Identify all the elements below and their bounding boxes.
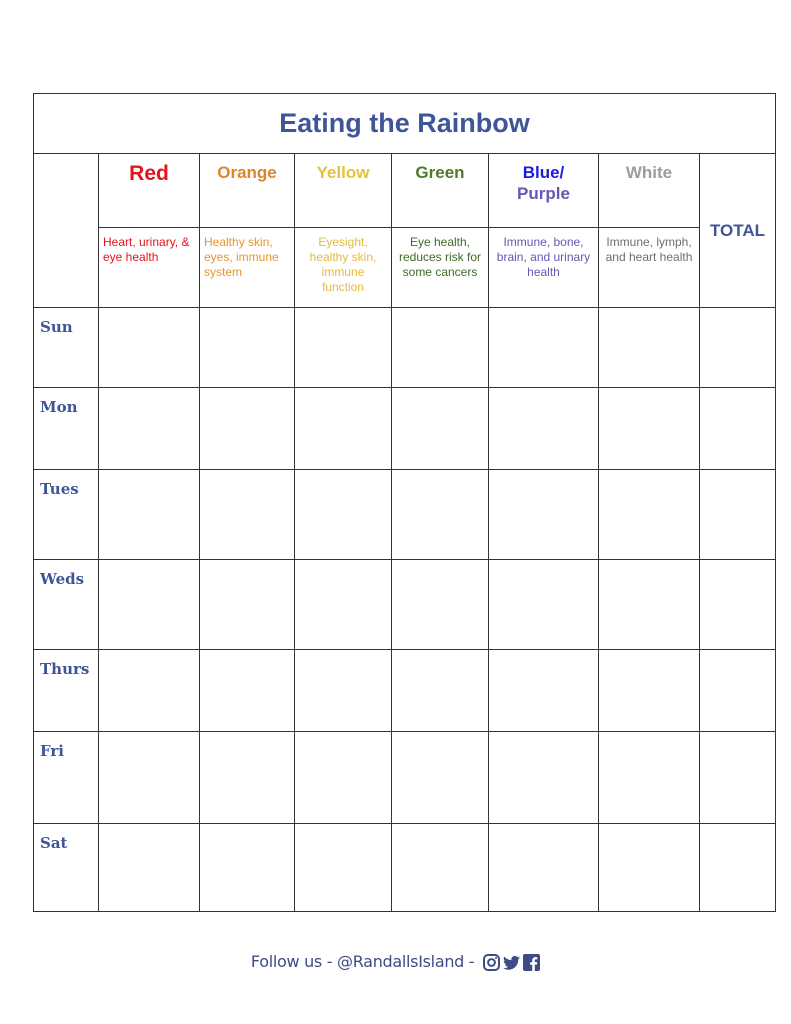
- tally-cell[interactable]: [599, 560, 700, 650]
- tally-cell[interactable]: [200, 824, 295, 912]
- tally-cell[interactable]: [200, 650, 295, 732]
- tally-cell[interactable]: [99, 308, 200, 388]
- tally-cell[interactable]: [489, 824, 599, 912]
- header-orange: [200, 154, 295, 228]
- tally-cell[interactable]: [489, 388, 599, 470]
- table-row: [34, 308, 776, 388]
- header-red: [99, 154, 200, 228]
- title-cell: [34, 94, 776, 154]
- color-name-blue: Blue/: [522, 163, 565, 182]
- tally-cell[interactable]: [99, 470, 200, 560]
- tally-cell[interactable]: [295, 560, 392, 650]
- color-name-white: White: [625, 163, 673, 182]
- tally-cell[interactable]: [295, 308, 392, 388]
- tally-cell[interactable]: [489, 732, 599, 824]
- tally-cell[interactable]: [392, 470, 489, 560]
- tally-cell[interactable]: [392, 732, 489, 824]
- table-row: [34, 388, 776, 470]
- tally-cell[interactable]: [99, 650, 200, 732]
- tally-cell[interactable]: [392, 650, 489, 732]
- total-label: TOTAL: [709, 220, 766, 240]
- total-cell[interactable]: [700, 470, 776, 560]
- tally-cell[interactable]: [599, 470, 700, 560]
- day-label: Sun: [34, 308, 99, 388]
- tally-cell[interactable]: [392, 388, 489, 470]
- twitter-icon[interactable]: [503, 954, 520, 971]
- table-row: [34, 650, 776, 732]
- tally-cell[interactable]: [295, 732, 392, 824]
- day-label: Weds: [34, 560, 99, 650]
- color-name-orange: Orange: [217, 163, 277, 182]
- day-label: Sat: [34, 824, 99, 912]
- table-row: [34, 560, 776, 650]
- facebook-icon[interactable]: [523, 954, 540, 971]
- tally-cell[interactable]: [200, 308, 295, 388]
- tally-cell[interactable]: [200, 470, 295, 560]
- tally-cell[interactable]: [392, 308, 489, 388]
- social-icons: [483, 954, 540, 971]
- table-row: [34, 824, 776, 912]
- tally-cell[interactable]: [295, 824, 392, 912]
- tally-cell[interactable]: [99, 388, 200, 470]
- desc-orange: Healthy skin, eyes, immune system: [200, 228, 295, 308]
- total-cell[interactable]: [700, 388, 776, 470]
- tally-cell[interactable]: [489, 560, 599, 650]
- desc-yellow: Eyesight, healthy skin, immune function: [295, 228, 392, 308]
- desc-blue-purple: Immune, bone, brain, and urinary health: [489, 228, 599, 308]
- header-blue-purple: [489, 154, 599, 228]
- tally-cell[interactable]: [392, 824, 489, 912]
- tally-cell[interactable]: [200, 560, 295, 650]
- tally-cell[interactable]: [200, 388, 295, 470]
- tally-cell[interactable]: [599, 308, 700, 388]
- day-label: Mon: [34, 388, 99, 470]
- tally-cell[interactable]: [200, 732, 295, 824]
- tally-cell[interactable]: [99, 824, 200, 912]
- color-name-purple: Purple: [517, 184, 570, 203]
- tally-cell[interactable]: [599, 650, 700, 732]
- desc-red: Heart, urinary, & eye health: [99, 228, 200, 308]
- day-label: Fri: [34, 732, 99, 824]
- tally-cell[interactable]: [295, 650, 392, 732]
- color-name-yellow: Yellow: [316, 163, 370, 182]
- desc-white: Immune, lymph, and heart health: [599, 228, 700, 308]
- day-label: Tues: [34, 470, 99, 560]
- tally-cell[interactable]: [599, 824, 700, 912]
- total-cell[interactable]: [700, 308, 776, 388]
- follow-us-text: Follow us - @RandallsIsland -: [250, 952, 475, 971]
- total-cell[interactable]: [700, 824, 776, 912]
- header-white: [599, 154, 700, 228]
- instagram-icon[interactable]: [483, 954, 500, 971]
- total-cell[interactable]: [700, 650, 776, 732]
- total-cell[interactable]: [700, 560, 776, 650]
- tracker-table: [33, 93, 776, 912]
- corner-cell: [34, 154, 99, 308]
- tally-cell[interactable]: [99, 560, 200, 650]
- header-green: [392, 154, 489, 228]
- table-row: [34, 470, 776, 560]
- tally-cell[interactable]: [99, 732, 200, 824]
- total-header: [700, 154, 776, 308]
- rainbow-tracker-sheet: [33, 93, 775, 912]
- table-row: [34, 732, 776, 824]
- footer: [0, 952, 791, 971]
- day-label: Thurs: [34, 650, 99, 732]
- tally-cell[interactable]: [392, 560, 489, 650]
- page-title: Eating the Rainbow: [279, 108, 530, 138]
- tally-cell[interactable]: [599, 388, 700, 470]
- tally-cell[interactable]: [295, 388, 392, 470]
- tally-cell[interactable]: [489, 308, 599, 388]
- tally-cell[interactable]: [295, 470, 392, 560]
- header-yellow: [295, 154, 392, 228]
- desc-green: Eye health, reduces risk for some cancers: [392, 228, 489, 308]
- color-name-green: Green: [415, 163, 465, 182]
- color-name-red: Red: [129, 162, 169, 185]
- total-cell[interactable]: [700, 732, 776, 824]
- tally-cell[interactable]: [489, 650, 599, 732]
- tally-cell[interactable]: [599, 732, 700, 824]
- tally-cell[interactable]: [489, 470, 599, 560]
